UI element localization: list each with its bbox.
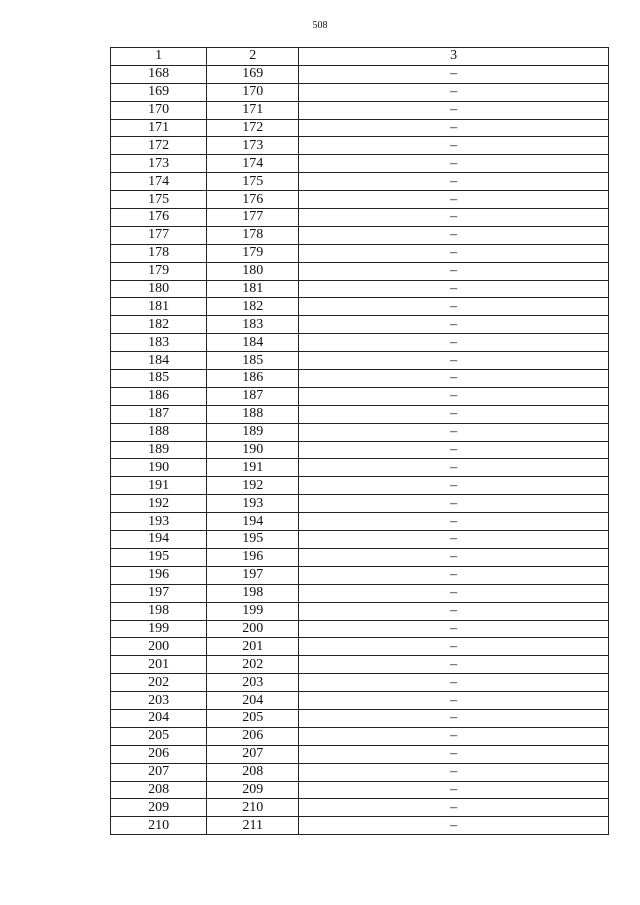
table-row — [111, 531, 609, 549]
table-cell-col3: – — [299, 692, 609, 710]
table-cell-col1: 173 — [111, 155, 207, 173]
table-cell-col2: 180 — [207, 262, 299, 280]
table-cell-col3: – — [299, 745, 609, 763]
table-cell-col2: 205 — [207, 709, 299, 727]
table-cell-col3: – — [299, 548, 609, 566]
table-cell-col3: – — [299, 817, 609, 835]
table-cell-col2: 184 — [207, 334, 299, 352]
table-cell-col1: 210 — [111, 817, 207, 835]
table-cell-col3: – — [299, 763, 609, 781]
table-cell-col1: 204 — [111, 709, 207, 727]
table-cell-col2: 194 — [207, 513, 299, 531]
table-cell-col2: 174 — [207, 155, 299, 173]
table-row — [111, 566, 609, 584]
table-cell-col3: – — [299, 137, 609, 155]
table-cell-col1: 188 — [111, 423, 207, 441]
table-cell-col2: 170 — [207, 83, 299, 101]
column-header-3: 3 — [299, 48, 609, 66]
table-cell-col1: 187 — [111, 405, 207, 423]
table-cell-col2: 192 — [207, 477, 299, 495]
table-cell-col2: 179 — [207, 244, 299, 262]
table-cell-col1: 196 — [111, 566, 207, 584]
column-header-2: 2 — [207, 48, 299, 66]
table-row — [111, 638, 609, 656]
table-cell-col1: 186 — [111, 387, 207, 405]
table-row — [111, 477, 609, 495]
table-row — [111, 799, 609, 817]
table-cell-col3: – — [299, 262, 609, 280]
table-cell-col1: 205 — [111, 727, 207, 745]
table-cell-col3: – — [299, 566, 609, 584]
table-cell-col3: – — [299, 459, 609, 477]
table-row — [111, 727, 609, 745]
table-cell-col2: 185 — [207, 352, 299, 370]
table-cell-col2: 203 — [207, 674, 299, 692]
table-cell-col1: 185 — [111, 370, 207, 388]
table-row — [111, 262, 609, 280]
table-cell-col1: 207 — [111, 763, 207, 781]
table-cell-col3: – — [299, 226, 609, 244]
table-cell-col2: 182 — [207, 298, 299, 316]
table-row — [111, 209, 609, 227]
table-cell-col1: 170 — [111, 101, 207, 119]
table-cell-col3: – — [299, 495, 609, 513]
table-cell-col3: – — [299, 352, 609, 370]
table-cell-col1: 178 — [111, 244, 207, 262]
table-cell-col3: – — [299, 280, 609, 298]
table-cell-col1: 176 — [111, 209, 207, 227]
table-cell-col3: – — [299, 387, 609, 405]
table-cell-col2: 183 — [207, 316, 299, 334]
table-cell-col3: – — [299, 334, 609, 352]
table-cell-col3: – — [299, 781, 609, 799]
table-cell-col1: 202 — [111, 674, 207, 692]
table-cell-col1: 208 — [111, 781, 207, 799]
table-cell-col2: 189 — [207, 423, 299, 441]
table-cell-col3: – — [299, 620, 609, 638]
table-cell-col1: 194 — [111, 531, 207, 549]
table-row — [111, 781, 609, 799]
table-row — [111, 817, 609, 835]
table-cell-col1: 200 — [111, 638, 207, 656]
table-cell-col3: – — [299, 727, 609, 745]
table-row — [111, 620, 609, 638]
table-cell-col1: 206 — [111, 745, 207, 763]
table-cell-col3: – — [299, 155, 609, 173]
table-row — [111, 387, 609, 405]
table-cell-col2: 172 — [207, 119, 299, 137]
table-cell-col1: 199 — [111, 620, 207, 638]
table-cell-col2: 190 — [207, 441, 299, 459]
table-cell-col1: 168 — [111, 65, 207, 83]
table-row — [111, 370, 609, 388]
table-cell-col1: 177 — [111, 226, 207, 244]
table-row — [111, 334, 609, 352]
table-cell-col1: 181 — [111, 298, 207, 316]
table-cell-col2: 200 — [207, 620, 299, 638]
table-cell-col1: 174 — [111, 173, 207, 191]
table-cell-col3: – — [299, 638, 609, 656]
table-cell-col1: 191 — [111, 477, 207, 495]
table-cell-col2: 169 — [207, 65, 299, 83]
table-cell-col2: 177 — [207, 209, 299, 227]
table-row — [111, 745, 609, 763]
table-cell-col2: 181 — [207, 280, 299, 298]
table-cell-col2: 201 — [207, 638, 299, 656]
table-row — [111, 191, 609, 209]
table-cell-col3: – — [299, 423, 609, 441]
table-cell-col1: 195 — [111, 548, 207, 566]
table-row — [111, 656, 609, 674]
table-cell-col1: 198 — [111, 602, 207, 620]
table-cell-col3: – — [299, 477, 609, 495]
table-cell-col2: 211 — [207, 817, 299, 835]
table-row — [111, 155, 609, 173]
data-table — [110, 47, 609, 835]
table-cell-col3: – — [299, 83, 609, 101]
table-cell-col1: 189 — [111, 441, 207, 459]
table-row — [111, 602, 609, 620]
table-cell-col2: 176 — [207, 191, 299, 209]
table-cell-col2: 196 — [207, 548, 299, 566]
table-cell-col3: – — [299, 799, 609, 817]
table-cell-col3: – — [299, 674, 609, 692]
table-row — [111, 441, 609, 459]
table-cell-col2: 209 — [207, 781, 299, 799]
table-row — [111, 459, 609, 477]
table-cell-col1: 179 — [111, 262, 207, 280]
table-cell-col3: – — [299, 101, 609, 119]
table-cell-col1: 175 — [111, 191, 207, 209]
table-cell-col1: 172 — [111, 137, 207, 155]
table-cell-col2: 186 — [207, 370, 299, 388]
table-row — [111, 548, 609, 566]
table-cell-col2: 187 — [207, 387, 299, 405]
page-number: 508 — [312, 20, 328, 31]
table-cell-col2: 175 — [207, 173, 299, 191]
column-header-1: 1 — [111, 48, 207, 66]
table-cell-col3: – — [299, 298, 609, 316]
table-cell-col3: – — [299, 602, 609, 620]
table-cell-col1: 182 — [111, 316, 207, 334]
table-cell-col1: 180 — [111, 280, 207, 298]
table-cell-col1: 192 — [111, 495, 207, 513]
table-cell-col2: 208 — [207, 763, 299, 781]
table-cell-col3: – — [299, 173, 609, 191]
table-row — [111, 513, 609, 531]
table-cell-col3: – — [299, 709, 609, 727]
table-cell-col2: 173 — [207, 137, 299, 155]
table-header-row — [111, 48, 609, 66]
table-cell-col3: – — [299, 584, 609, 602]
table-cell-col2: 195 — [207, 531, 299, 549]
table-cell-col3: – — [299, 191, 609, 209]
table-cell-col3: – — [299, 656, 609, 674]
table-row — [111, 423, 609, 441]
table-cell-col2: 207 — [207, 745, 299, 763]
table-cell-col3: – — [299, 316, 609, 334]
table-row — [111, 692, 609, 710]
table-cell-col1: 184 — [111, 352, 207, 370]
table-row — [111, 495, 609, 513]
table-cell-col3: – — [299, 531, 609, 549]
table-row — [111, 280, 609, 298]
table-cell-col1: 169 — [111, 83, 207, 101]
table-row — [111, 584, 609, 602]
table-row — [111, 298, 609, 316]
table-cell-col2: 197 — [207, 566, 299, 584]
table-row — [111, 173, 609, 191]
table-row — [111, 674, 609, 692]
table-cell-col3: – — [299, 65, 609, 83]
table-row — [111, 709, 609, 727]
table-cell-col1: 171 — [111, 119, 207, 137]
table-cell-col2: 171 — [207, 101, 299, 119]
table-cell-col2: 191 — [207, 459, 299, 477]
table-cell-col1: 197 — [111, 584, 207, 602]
table-row — [111, 352, 609, 370]
table-row — [111, 244, 609, 262]
table-cell-col3: – — [299, 513, 609, 531]
table-row — [111, 101, 609, 119]
table-cell-col1: 183 — [111, 334, 207, 352]
table-cell-col1: 201 — [111, 656, 207, 674]
table-cell-col3: – — [299, 209, 609, 227]
table-cell-col2: 206 — [207, 727, 299, 745]
table-cell-col2: 204 — [207, 692, 299, 710]
table-row — [111, 137, 609, 155]
table-cell-col3: – — [299, 441, 609, 459]
table-row — [111, 405, 609, 423]
table-row — [111, 763, 609, 781]
table-cell-col2: 198 — [207, 584, 299, 602]
table-cell-col2: 178 — [207, 226, 299, 244]
table-row — [111, 65, 609, 83]
table-cell-col3: – — [299, 370, 609, 388]
table-cell-col3: – — [299, 405, 609, 423]
table-cell-col2: 188 — [207, 405, 299, 423]
table-row — [111, 119, 609, 137]
table-cell-col1: 203 — [111, 692, 207, 710]
table-cell-col2: 199 — [207, 602, 299, 620]
table-cell-col1: 193 — [111, 513, 207, 531]
table-row — [111, 316, 609, 334]
table-row — [111, 83, 609, 101]
table-cell-col2: 193 — [207, 495, 299, 513]
table-cell-col1: 190 — [111, 459, 207, 477]
table-cell-col3: – — [299, 244, 609, 262]
table-cell-col1: 209 — [111, 799, 207, 817]
table-cell-col3: – — [299, 119, 609, 137]
table-cell-col2: 202 — [207, 656, 299, 674]
table-cell-col2: 210 — [207, 799, 299, 817]
table-body — [111, 65, 609, 834]
table-row — [111, 226, 609, 244]
